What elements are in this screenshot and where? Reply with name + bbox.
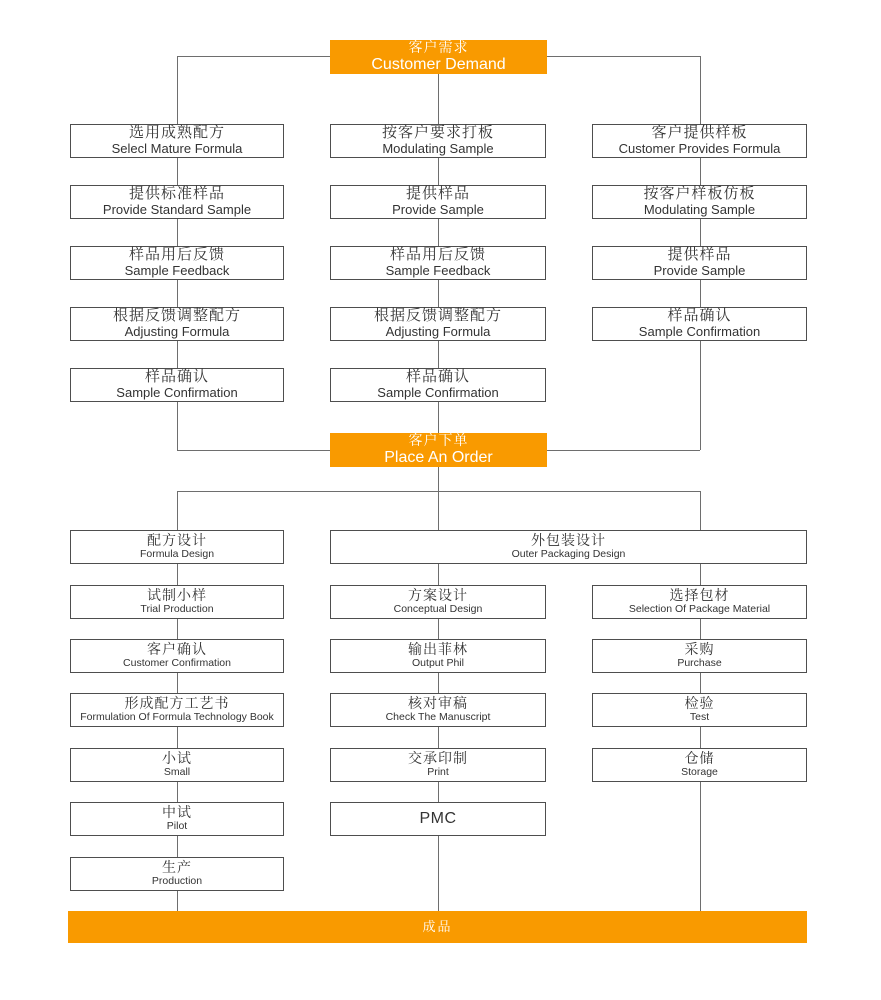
box-label-en: Provide Sample <box>653 263 746 279</box>
box-package-material-selection <box>592 585 807 619</box>
box-label-en: Adjusting Formula <box>124 324 230 340</box>
box-label-en: Pilot <box>166 819 188 832</box>
connector-line <box>438 564 439 585</box>
box-label-en: Print <box>427 765 449 778</box>
box-label-zh: 形成配方工艺书 <box>124 695 230 712</box>
box-label-zh: 客户提供样板 <box>651 124 748 142</box>
connector-line <box>438 467 439 530</box>
connector-line <box>438 341 439 368</box>
connector-line <box>438 727 439 748</box>
box-customer-confirmation <box>70 639 284 673</box>
connector-line <box>438 158 439 185</box>
box-label-zh: 仓储 <box>684 750 715 767</box>
box-label-zh: 样品用后反馈 <box>128 246 225 264</box>
box-label-zh: 样品用后反馈 <box>389 246 486 264</box>
connector-line <box>177 219 178 246</box>
connector-line <box>438 402 439 433</box>
bar-finished-product <box>68 911 807 943</box>
box-label-en: Modulating Sample <box>382 141 494 157</box>
box-label-zh: 按客户样板仿板 <box>643 185 756 203</box>
box-label-en: Formula Design <box>139 547 215 560</box>
box-label-zh: 提供样品 <box>667 246 732 264</box>
connector-line <box>177 782 178 802</box>
connector-line <box>700 341 701 450</box>
box-small-trial <box>70 748 284 782</box>
box-label-en: Small <box>163 765 191 778</box>
connector-line <box>700 673 701 693</box>
box-label-en: Check The Manuscript <box>385 710 491 723</box>
box-modulating-sample-2 <box>592 185 807 219</box>
box-label-zh: 根据反馈调整配方 <box>373 307 502 325</box>
box-label-zh: 外包装设计 <box>531 532 606 549</box>
box-label-zh: 核对审稿 <box>408 695 468 712</box>
connector-line <box>438 782 439 802</box>
box-label-en: Provide Standard Sample <box>102 202 252 218</box>
box-pmc <box>330 802 546 836</box>
connector-line <box>177 402 178 450</box>
connector-line <box>700 619 701 639</box>
connector-line <box>700 219 701 246</box>
box-label-en: Test <box>689 710 710 723</box>
box-label-zh: 样品确认 <box>667 307 732 325</box>
box-label-en: Purchase <box>677 656 722 669</box>
box-modulating-sample-1 <box>330 124 546 158</box>
box-select-mature-formula <box>70 124 284 158</box>
box-conceptual-design <box>330 585 546 619</box>
box-sample-feedback-2 <box>330 246 546 280</box>
box-label-en: Adjusting Formula <box>385 324 491 340</box>
connector-line <box>177 673 178 693</box>
connector-line <box>700 491 701 530</box>
connector-line <box>438 74 439 124</box>
box-label-en: Place An Order <box>384 448 493 466</box>
box-label-zh: 检验 <box>684 695 715 712</box>
connector-line <box>438 219 439 246</box>
box-label-zh: 选择包材 <box>669 587 730 604</box>
box-label-en: Sample Confirmation <box>116 385 238 401</box>
connector-line <box>177 564 178 585</box>
box-label-zh: PMC <box>419 810 457 828</box>
connector-line <box>438 836 439 911</box>
box-pilot <box>70 802 284 836</box>
box-label-en: Output Phil <box>412 656 464 669</box>
box-provide-sample-2 <box>592 246 807 280</box>
box-label-en: Outer Packaging Design <box>511 547 626 560</box>
box-customer-demand <box>330 40 547 74</box>
box-customer-provides-formula <box>592 124 807 158</box>
box-purchase <box>592 639 807 673</box>
box-label-zh: 提供样品 <box>405 185 470 203</box>
connector-line <box>438 619 439 639</box>
box-sample-feedback-1 <box>70 246 284 280</box>
box-label-zh: 方案设计 <box>408 587 468 604</box>
box-label-zh: 按客户要求打板 <box>381 124 494 142</box>
box-label-zh: 采购 <box>684 641 715 658</box>
box-label-en: Sample Feedback <box>124 263 230 279</box>
box-adjust-formula-2 <box>330 307 546 341</box>
connector-line <box>177 158 178 185</box>
connector-line <box>547 450 700 451</box>
box-label-zh: 客户需求 <box>408 39 469 56</box>
connector-line <box>177 491 701 492</box>
box-label-en: Production <box>151 874 203 887</box>
box-sample-confirmation-1 <box>70 368 284 402</box>
box-label-zh: 交承印制 <box>408 750 468 767</box>
box-label-en: Formulation Of Formula Technology Book <box>80 710 274 723</box>
box-output-phil <box>330 639 546 673</box>
box-formula-design <box>70 530 284 564</box>
box-sample-confirmation-2 <box>330 368 546 402</box>
connector-line <box>700 782 701 911</box>
connector-line <box>700 564 701 585</box>
box-label-en: Sample Feedback <box>385 263 491 279</box>
box-label-zh: 客户下单 <box>408 432 469 449</box>
box-production <box>70 857 284 891</box>
box-label-zh: 输出菲林 <box>408 641 468 658</box>
box-sample-confirmation-3 <box>592 307 807 341</box>
box-label-en: Selecl Mature Formula <box>111 141 243 157</box>
box-label-zh: 客户确认 <box>147 641 207 658</box>
box-label-zh: 成品 <box>422 918 453 934</box>
box-label-en: Customer Confirmation <box>123 656 231 669</box>
box-label-zh: 提供标准样品 <box>128 185 225 203</box>
connector-line <box>177 619 178 639</box>
box-trial-production <box>70 585 284 619</box>
connector-line <box>700 56 701 124</box>
box-provide-sample-1 <box>330 185 546 219</box>
box-label-zh: 样品确认 <box>405 368 470 386</box>
box-print <box>330 748 546 782</box>
box-label-en: Modulating Sample <box>643 202 756 218</box>
box-label-zh: 选用成熟配方 <box>128 124 225 142</box>
connector-line <box>177 280 178 307</box>
box-label-zh: 根据反馈调整配方 <box>112 307 241 325</box>
box-label-zh: 中试 <box>162 804 192 821</box>
connector-line <box>177 341 178 368</box>
box-label-en: Customer Provides Formula <box>618 141 781 157</box>
connector-line <box>700 158 701 185</box>
box-label-en: Customer Demand <box>371 55 506 73</box>
box-label-zh: 试制小样 <box>147 587 207 604</box>
connector-line <box>438 280 439 307</box>
box-label-en: Conceptual Design <box>393 602 483 615</box>
connector-line <box>438 673 439 693</box>
box-outer-packaging-design <box>330 530 807 564</box>
box-formula-technology-book <box>70 693 284 727</box>
connector-line <box>177 727 178 748</box>
connector-line <box>700 727 701 748</box>
connector-line <box>177 891 178 911</box>
box-label-en: Selection Of Package Material <box>628 602 771 615</box>
box-test <box>592 693 807 727</box>
box-provide-standard-sample <box>70 185 284 219</box>
box-label-en: Provide Sample <box>392 202 484 218</box>
connector-line <box>177 450 330 451</box>
box-label-zh: 配方设计 <box>147 532 207 549</box>
connector-line <box>177 836 178 857</box>
box-label-en: Storage <box>681 765 718 778</box>
connector-line <box>700 280 701 307</box>
box-label-zh: 小试 <box>162 750 192 767</box>
connector-line <box>177 56 178 124</box>
box-label-en: Trial Production <box>140 602 214 615</box>
box-label-zh: 样品确认 <box>144 368 209 386</box>
box-adjust-formula-1 <box>70 307 284 341</box>
box-label-en: Sample Confirmation <box>638 324 761 340</box>
box-label-zh: 生产 <box>162 859 192 876</box>
box-storage <box>592 748 807 782</box>
box-label-en: Sample Confirmation <box>377 385 499 401</box>
box-check-manuscript <box>330 693 546 727</box>
box-place-an-order <box>330 433 547 467</box>
connector-line <box>177 491 178 530</box>
